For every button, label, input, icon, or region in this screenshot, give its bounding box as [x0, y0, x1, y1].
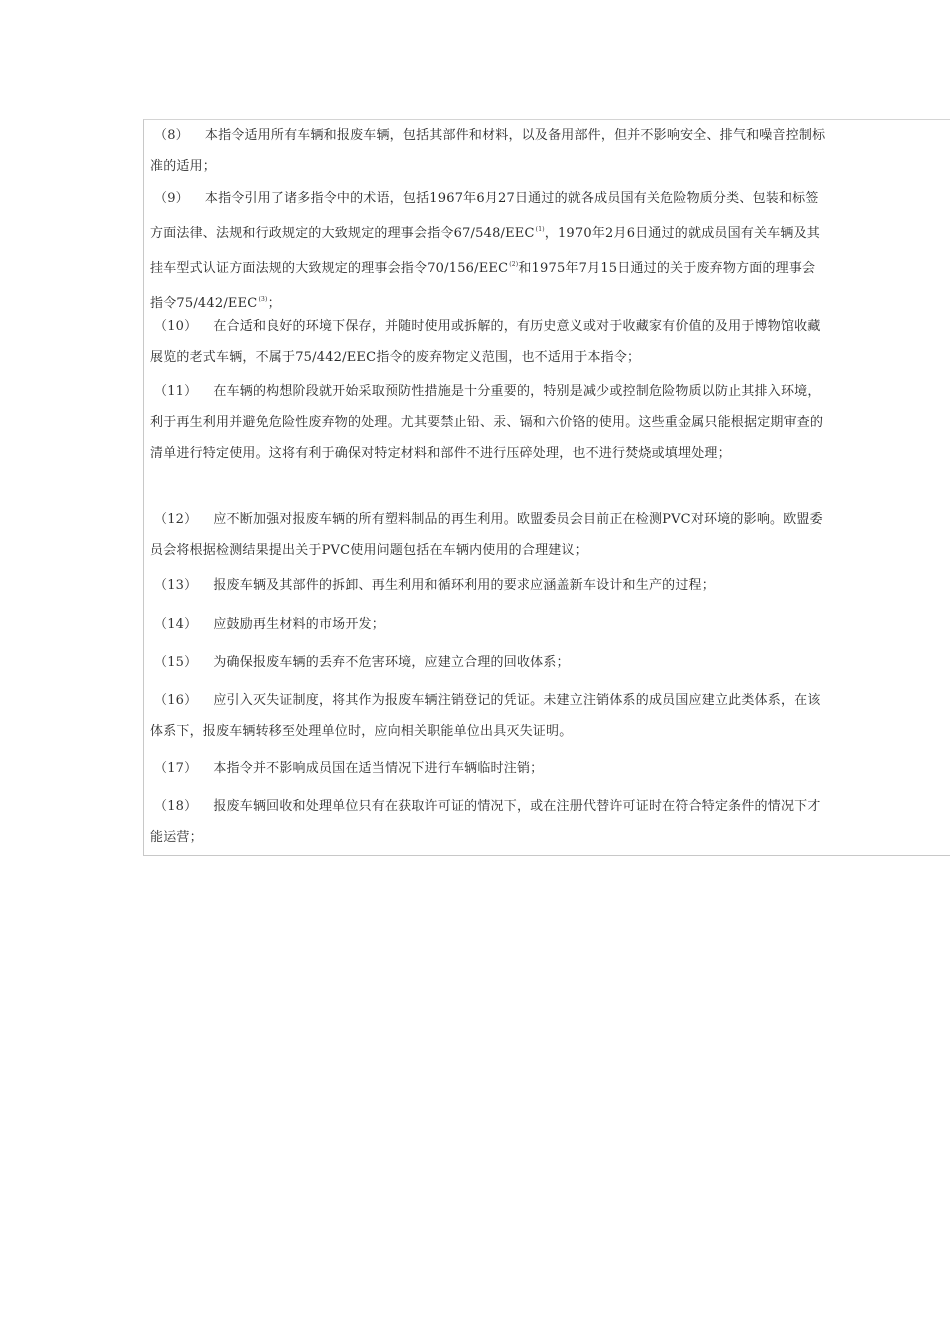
paragraph-14 [150, 609, 826, 640]
paragraph-number: （10） [154, 319, 198, 334]
paragraph-number: （9） [154, 191, 189, 206]
footnote-marker: (1) [535, 226, 545, 233]
paragraph-text: 为确保报废车辆的丢弃不危害环境，应建立合理的回收体系； [213, 655, 570, 670]
paragraph-13 [150, 570, 826, 601]
paragraph-8 [150, 120, 826, 182]
paragraph-10 [150, 311, 826, 373]
paragraph-number: （12） [154, 512, 198, 527]
paragraph-12 [150, 504, 826, 566]
paragraph-text: 本指令并不影响成员国在适当情况下进行车辆临时注销； [213, 761, 544, 776]
paragraph-16 [150, 685, 826, 747]
paragraph-number: （18） [154, 799, 198, 814]
paragraph-text: 本指令适用所有车辆和报废车辆，包括其部件和材料，以及备用部件，但并不影响安全、排气和噪音控制标准的适用； [150, 128, 826, 174]
paragraph-text: 报废车辆及其部件的拆卸、再生利用和循环利用的要求应涵盖新车设计和生产的过程； [213, 578, 715, 593]
paragraph-number: （11） [154, 384, 198, 399]
paragraph-text: 在合适和良好的环境下保存，并随时使用或拆解的，有历史意义或对于收藏家有价值的及用于博物馆收藏展览的老式车辆，不属于75/442/EEC指令的废弃物定义范围，也不适用于本指令； [150, 319, 821, 365]
paragraph-15 [150, 647, 826, 678]
footnote-marker: (3) [258, 296, 268, 303]
paragraph-text: 应引入灭失证制度，将其作为报废车辆注销登记的凭证。未建立注销体系的成员国应建立此类体系，在该体系下，报废车辆转移至处理单位时，应向相关职能单位出具灭失证明。 [150, 693, 821, 739]
paragraph-text: 和1975年7月15日通过的关于废弃物方面的理事会指令75/442/EEC [150, 261, 816, 311]
paragraph-number: （13） [154, 578, 198, 593]
paragraph-text: ，1970年2月6日通过的就成员国有关车辆及其挂车型式认证方面法规的大致规定的理事会指令70/156/EEC [150, 226, 820, 276]
paragraph-number: （14） [154, 617, 198, 632]
paragraph-text: 本指令引用了诸多指令中的术语，包括1967年6月27日通过的就各成员国有关危险物质分类、包装和标签方面法律、法规和行政规定的大致规定的理事会指令67/548/EEC [150, 191, 819, 241]
paragraph-text: 应不断加强对报废车辆的所有塑料制品的再生利用。欧盟委员会目前正在检测PVC对环境的影响。欧盟委员会将根据检测结果提出关于PVC使用问题包括在车辆内使用的合理建议； [150, 512, 823, 558]
paragraph-18 [150, 791, 826, 853]
paragraph-17 [150, 753, 826, 784]
footnote-marker: (2) [509, 261, 519, 268]
document-text-region [143, 119, 950, 856]
paragraph-9 [150, 183, 826, 319]
paragraph-text: ； [267, 296, 281, 311]
paragraph-number: （15） [154, 655, 198, 670]
paragraph-number: （16） [154, 693, 198, 708]
paragraph-11 [150, 376, 826, 469]
paragraph-number: （17） [154, 761, 198, 776]
paragraph-number: （8） [154, 128, 189, 143]
paragraph-text: 在车辆的构想阶段就开始采取预防性措施是十分重要的，特别是减少或控制危险物质以防止其排入环境，利于再生利用并避免危险性废弃物的处理。尤其要禁止铅、汞、镉和六价铬的使用。这些重金属只能根据定期审查的清单进行特定使用。这将有利于确保对特定材料和部件不进行压碎处理，也不进行焚烧或填埋处理； [150, 384, 824, 461]
paragraph-text: 应鼓励再生材料的市场开发； [213, 617, 385, 632]
paragraph-text: 报废车辆回收和处理单位只有在获取许可证的情况下，或在注册代替许可证时在符合特定条件的情况下才能运营； [150, 799, 821, 845]
